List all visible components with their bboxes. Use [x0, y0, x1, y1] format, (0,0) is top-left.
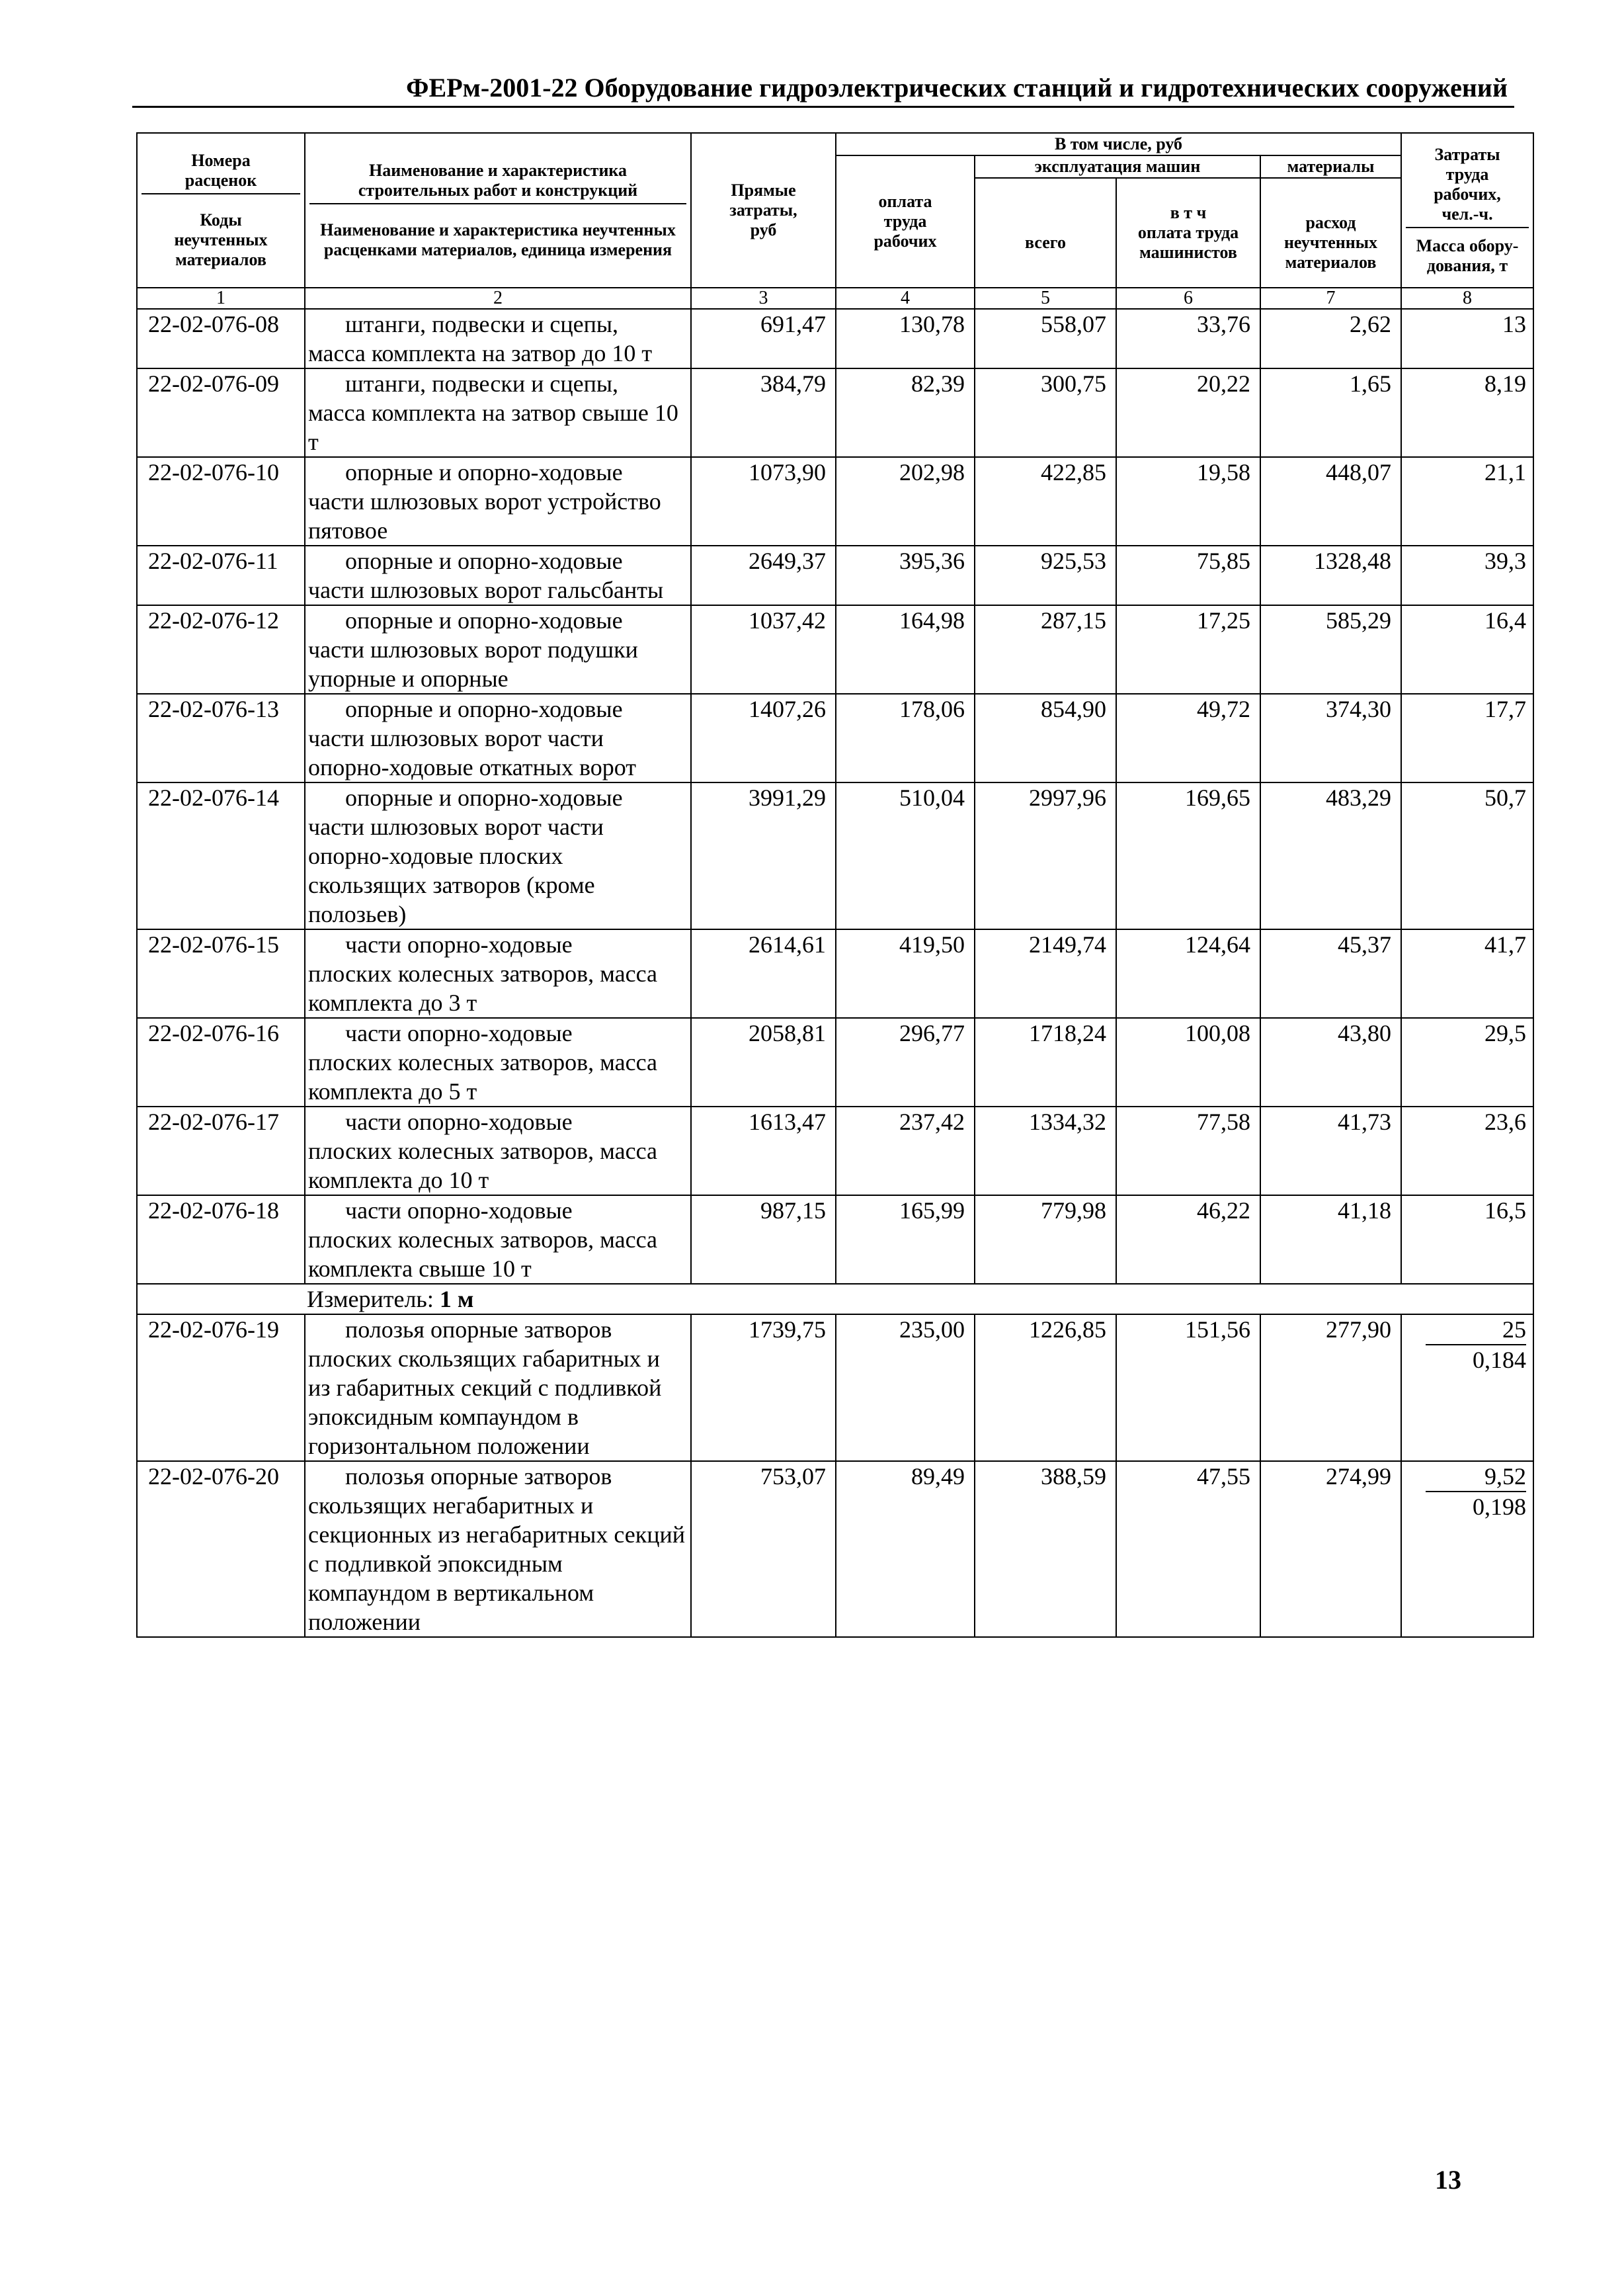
- machine-total: 287,15: [975, 605, 1116, 694]
- header-col7: расход неучтенных материалов: [1260, 178, 1401, 288]
- header-col1-top: Номера расценок: [184, 151, 257, 190]
- materials-cost: 483,29: [1260, 782, 1401, 929]
- direct-cost: 691,47: [691, 309, 836, 368]
- column-number: 1: [137, 288, 305, 309]
- machine-labor: 169,65: [1116, 782, 1260, 929]
- materials-cost: 41,73: [1260, 1107, 1401, 1195]
- machine-labor: 17,25: [1116, 605, 1260, 694]
- page-number: 13: [1435, 2165, 1461, 2195]
- labor-hours: 16,4: [1401, 605, 1533, 694]
- header-col1: [137, 133, 305, 288]
- direct-cost: 1407,26: [691, 694, 836, 782]
- labor-cost: 419,50: [836, 929, 975, 1018]
- table-header: [137, 133, 1533, 288]
- column-number: 2: [305, 288, 691, 309]
- materials-cost: 1328,48: [1260, 546, 1401, 605]
- rate-name: [305, 368, 691, 457]
- machine-labor: 100,08: [1116, 1018, 1260, 1107]
- meter-group: [137, 1284, 1533, 1314]
- labor-cost: 395,36: [836, 546, 975, 605]
- rate-name-first-line: части опорно-ходовые: [345, 1020, 573, 1046]
- rate-code: 22-02-076-18: [137, 1195, 305, 1284]
- table-row: [137, 694, 1533, 782]
- direct-cost: 3991,29: [691, 782, 836, 929]
- header-col6-label: оплата труда машинистов: [1137, 223, 1239, 262]
- machine-total: 1226,85: [975, 1314, 1116, 1461]
- machine-labor: 33,76: [1116, 309, 1260, 368]
- rate-name: [305, 546, 691, 605]
- rate-name-rest: части шлюзовых ворот устройство пятовое: [308, 488, 661, 544]
- direct-cost: 1073,90: [691, 457, 836, 546]
- labor-hours: 29,5: [1401, 1018, 1533, 1107]
- column-number: 5: [975, 288, 1116, 309]
- materials-cost: 274,99: [1260, 1461, 1401, 1637]
- table-row: [137, 1195, 1533, 1284]
- machine-total: 1718,24: [975, 1018, 1116, 1107]
- machine-total: 1334,32: [975, 1107, 1116, 1195]
- machine-total: 2149,74: [975, 929, 1116, 1018]
- rate-name: [305, 1314, 691, 1461]
- table-row: [137, 309, 1533, 368]
- rate-name: [305, 457, 691, 546]
- labor-cost: 202,98: [836, 457, 975, 546]
- rate-code: 22-02-076-09: [137, 368, 305, 457]
- labor-cost: 82,39: [836, 368, 975, 457]
- rate-name-first-line: опорные и опорно-ходовые: [345, 784, 623, 811]
- rate-name-first-line: штанги, подвески и сцепы,: [345, 311, 619, 337]
- page-header: [132, 71, 1514, 108]
- materials-cost: 43,80: [1260, 1018, 1401, 1107]
- materials-cost: 1,65: [1260, 368, 1401, 457]
- rate-name-rest: плоских колесных затворов, масса комплекта до 5 т: [308, 1049, 657, 1105]
- header-col6: [1116, 178, 1260, 288]
- rate-name-first-line: опорные и опорно-ходовые: [345, 459, 623, 485]
- labor-hours: 39,3: [1401, 546, 1533, 605]
- rate-code: 22-02-076-19: [137, 1314, 305, 1461]
- rate-code: 22-02-076-15: [137, 929, 305, 1018]
- header-col2-bottom: Наименование и характеристика неучтенных расценками материалов, единица измерения: [320, 220, 676, 259]
- machine-total: 388,59: [975, 1461, 1116, 1637]
- table-row: [137, 782, 1533, 929]
- rates-table: [136, 132, 1534, 1638]
- rate-name-rest: части шлюзовых ворот гальсбанты: [308, 577, 664, 603]
- column-number-row: [137, 288, 1533, 309]
- materials-cost: 448,07: [1260, 457, 1401, 546]
- rate-name-rest: плоских колесных затворов, масса комплекта до 3 т: [308, 960, 657, 1016]
- labor-hours: 16,5: [1401, 1195, 1533, 1284]
- column-number: 4: [836, 288, 975, 309]
- rate-name-first-line: штанги, подвески и сцепы,: [345, 370, 619, 397]
- rate-name: [305, 1461, 691, 1637]
- rate-name: [305, 309, 691, 368]
- header-materials: материалы: [1260, 155, 1401, 178]
- materials-cost: 585,29: [1260, 605, 1401, 694]
- rate-code: 22-02-076-13: [137, 694, 305, 782]
- rate-name: [305, 1195, 691, 1284]
- meter-label: Измеритель:: [307, 1286, 440, 1312]
- machine-labor: 77,58: [1116, 1107, 1260, 1195]
- machine-total: 854,90: [975, 694, 1116, 782]
- header-col2-top: Наименование и характеристика строительных работ и конструкций: [358, 161, 638, 200]
- column-number: 8: [1401, 288, 1533, 309]
- header-group: В том числе, руб: [836, 133, 1401, 155]
- rate-name-rest: плоских колесных затворов, масса комплекта свыше 10 т: [308, 1226, 657, 1282]
- labor-hours: 23,6: [1401, 1107, 1533, 1195]
- machine-total: 779,98: [975, 1195, 1116, 1284]
- rate-name-first-line: части опорно-ходовые: [345, 1109, 573, 1135]
- rate-name: [305, 782, 691, 929]
- labor-hours: [1401, 1314, 1533, 1461]
- column-number: 6: [1116, 288, 1260, 309]
- machine-total: 2997,96: [975, 782, 1116, 929]
- machine-labor: 47,55: [1116, 1461, 1260, 1637]
- labor-cost: 237,42: [836, 1107, 975, 1195]
- rate-name-first-line: опорные и опорно-ходовые: [345, 696, 623, 722]
- rows-group-2: [137, 1314, 1533, 1637]
- labor-hours: 41,7: [1401, 929, 1533, 1018]
- header-col8-top: Затраты труда рабочих, чел.-ч.: [1434, 145, 1501, 224]
- table-body: [137, 288, 1533, 309]
- header-col6-prefix: в т ч: [1170, 203, 1207, 222]
- header-machines: эксплуатация машин: [975, 155, 1260, 178]
- labor-hours: 13: [1401, 309, 1533, 368]
- header-col5: всего: [975, 178, 1116, 288]
- rate-name-rest: плоских скользящих габаритных и из габаритных секций с подливкой эпоксидным компаундом в горизонтальном положении: [308, 1345, 662, 1459]
- machine-total: 300,75: [975, 368, 1116, 457]
- equipment-mass: 0,198: [1473, 1494, 1527, 1520]
- rate-name-rest: скользящих негабаритных и секционных из негабаритных секций с подливкой эпоксидным компаундом в вертикальном положении: [308, 1492, 686, 1635]
- table-row: [137, 929, 1533, 1018]
- table-row: [137, 368, 1533, 457]
- table-row: [137, 546, 1533, 605]
- machine-labor: 20,22: [1116, 368, 1260, 457]
- rate-code: 22-02-076-08: [137, 309, 305, 368]
- rate-code: 22-02-076-20: [137, 1461, 305, 1637]
- labor-cost: 510,04: [836, 782, 975, 929]
- table-row: [137, 605, 1533, 694]
- labor-cost: 296,77: [836, 1018, 975, 1107]
- materials-cost: 2,62: [1260, 309, 1401, 368]
- materials-cost: 41,18: [1260, 1195, 1401, 1284]
- rate-name-rest: части шлюзовых ворот подушки упорные и опорные: [308, 636, 638, 692]
- machine-total: 422,85: [975, 457, 1116, 546]
- direct-cost: 1037,42: [691, 605, 836, 694]
- rate-name-rest: масса комплекта на затвор свыше 10 т: [308, 400, 678, 455]
- labor-cost: 165,99: [836, 1195, 975, 1284]
- rate-name-first-line: опорные и опорно-ходовые: [345, 548, 623, 574]
- direct-cost: 384,79: [691, 368, 836, 457]
- direct-cost: 987,15: [691, 1195, 836, 1284]
- rate-code: 22-02-076-16: [137, 1018, 305, 1107]
- rate-name-first-line: опорные и опорно-ходовые: [345, 607, 623, 634]
- labor-hours: [1401, 1461, 1533, 1637]
- rate-name-rest: части шлюзовых ворот части опорно-ходовые откатных ворот: [308, 725, 637, 780]
- rate-code: 22-02-076-14: [137, 782, 305, 929]
- meter-unit: 1 м: [439, 1286, 474, 1312]
- column-number: 7: [1260, 288, 1401, 309]
- equipment-mass: 0,184: [1473, 1347, 1527, 1373]
- machine-total: 558,07: [975, 309, 1116, 368]
- header-col4: оплата труда рабочих: [836, 155, 975, 288]
- rate-code: 22-02-076-11: [137, 546, 305, 605]
- direct-cost: 1739,75: [691, 1314, 836, 1461]
- machine-labor: 46,22: [1116, 1195, 1260, 1284]
- table-row: [137, 1461, 1533, 1637]
- rate-name-first-line: части опорно-ходовые: [345, 1197, 573, 1224]
- direct-cost: 2058,81: [691, 1018, 836, 1107]
- direct-cost: 2649,37: [691, 546, 836, 605]
- header-col1-bottom: Коды неучтенных материалов: [174, 210, 268, 269]
- rate-name: [305, 605, 691, 694]
- machine-labor: 124,64: [1116, 929, 1260, 1018]
- rate-name-first-line: полозья опорные затворов: [345, 1463, 612, 1490]
- rate-name-rest: плоских колесных затворов, масса комплекта до 10 т: [308, 1138, 657, 1193]
- machine-total: 925,53: [975, 546, 1116, 605]
- labor-cost: 235,00: [836, 1314, 975, 1461]
- rate-name: [305, 1018, 691, 1107]
- machine-labor: 151,56: [1116, 1314, 1260, 1461]
- materials-cost: 374,30: [1260, 694, 1401, 782]
- divider: [142, 193, 300, 194]
- labor-cost: 178,06: [836, 694, 975, 782]
- labor-cost: 130,78: [836, 309, 975, 368]
- direct-cost: 753,07: [691, 1461, 836, 1637]
- rate-code: 22-02-076-10: [137, 457, 305, 546]
- divider: [309, 203, 686, 204]
- table-row: [137, 457, 1533, 546]
- machine-labor: 19,58: [1116, 457, 1260, 546]
- rate-name: [305, 929, 691, 1018]
- labor-cost: 89,49: [836, 1461, 975, 1637]
- labor-hours-value: 25: [1426, 1315, 1526, 1345]
- table-row: [137, 1018, 1533, 1107]
- labor-hours: 17,7: [1401, 694, 1533, 782]
- table-row: [137, 1107, 1533, 1195]
- column-number: 3: [691, 288, 836, 309]
- rate-name-first-line: части опорно-ходовые: [345, 931, 573, 958]
- rate-name-rest: масса комплекта на затвор до 10 т: [308, 340, 653, 366]
- rate-name-rest: части шлюзовых ворот части опорно-ходовые плоских скользящих затворов (кроме полозьев): [308, 814, 604, 927]
- direct-cost: 2614,61: [691, 929, 836, 1018]
- machine-labor: 49,72: [1116, 694, 1260, 782]
- materials-cost: 277,90: [1260, 1314, 1401, 1461]
- labor-hours: 50,7: [1401, 782, 1533, 929]
- labor-hours: 21,1: [1401, 457, 1533, 546]
- labor-hours-value: 9,52: [1426, 1462, 1526, 1492]
- machine-labor: 75,85: [1116, 546, 1260, 605]
- meter-row: [137, 1284, 1533, 1314]
- materials-cost: 45,37: [1260, 929, 1401, 1018]
- header-col2: [305, 133, 691, 288]
- labor-hours: 8,19: [1401, 368, 1533, 457]
- page-title: ФЕРм-2001-22 Оборудование гидроэлектрических станций и гидротехнических сооружений: [406, 73, 1508, 103]
- header-col8-bottom: Масса обору-дования, т: [1416, 236, 1519, 275]
- rate-name: [305, 1107, 691, 1195]
- labor-cost: 164,98: [836, 605, 975, 694]
- direct-cost: 1613,47: [691, 1107, 836, 1195]
- rate-name-first-line: полозья опорные затворов: [345, 1316, 612, 1343]
- divider: [1406, 227, 1529, 228]
- rate-code: 22-02-076-12: [137, 605, 305, 694]
- rate-name: [305, 694, 691, 782]
- rows-group-1: [137, 309, 1533, 1284]
- header-col8: [1401, 133, 1533, 288]
- table-row: [137, 1314, 1533, 1461]
- rate-code: 22-02-076-17: [137, 1107, 305, 1195]
- header-col3: Прямые затраты, руб: [691, 133, 836, 288]
